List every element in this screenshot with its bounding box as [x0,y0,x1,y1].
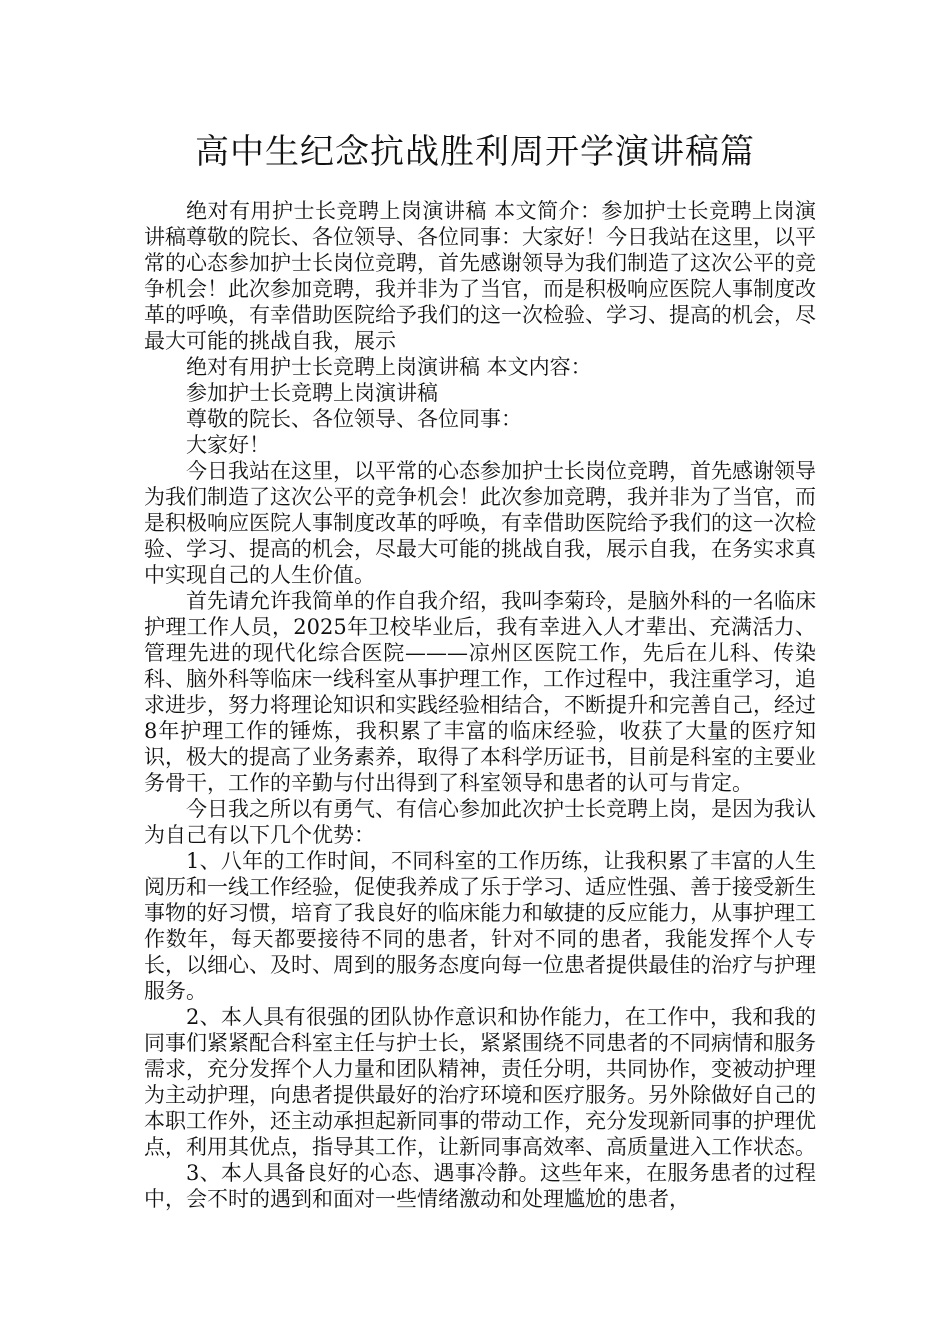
paragraph-advantages-intro: 今日我之所以有勇气、有信心参加此次护士长竞聘上岗，是因为我认为自己有以下几个优势： [144,797,816,847]
paragraph-advantage-3: 3、本人具备良好的心态、遇事冷静。这些年来，在服务患者的过程中，会不时的遇到和面对一些情绪激动和处理尴尬的患者， [144,1161,816,1211]
paragraph-salutation: 尊敬的院长、各位领导、各位同事： [186,407,522,431]
paragraph-greeting: 大家好！ [186,433,270,457]
paragraph-advantage-1: 1、八年的工作时间，不同科室的工作历练，让我积累了丰富的人生阅历和一线工作经验，促使我养成了乐于学习、适应性强、善于接受新生事物的好习惯，培育了我良好的临床能力和敏捷的反应能力，从事护理工作数年，每天都要接待不同的患者，针对不同的患者，我能发挥个人专长，以细心、及时、周到的服务态度向每一位患者提供最佳的治疗与护理服务。 [144,849,816,1003]
paragraph-self-introduction: 首先请允许我简单的作自我介绍，我叫李菊玲，是脑外科的一名临床护理工作人员，2025年卫校毕业后，我有幸进入人才辈出、充满活力、管理先进的现代化综合医院———凉州区医院工作，先后在儿科、传染科、脑外科等临床一线科室从事护理工作，工作过程中，我注重学习，追求进步，努力将理论知识和实践经验相结合，不断提升和完善自己，经过8年护理工作的锤炼，我积累了丰富的临床经验，收获了大量的医疗知识，极大的提高了业务素养，取得了本科学历证书，目前是科室的主要业务骨干，工作的辛勤与付出得到了科室领导和患者的认可与肯定。 [144,589,816,795]
paragraph-speech-title: 参加护士长竞聘上岗演讲稿 [186,381,438,405]
paragraph-advantage-2: 2、本人具有很强的团队协作意识和协作能力，在工作中，我和我的同事们紧紧配合科室主任与护士长，紧紧围绕不同患者的不同病情和服务需求，充分发挥个人力量和团队精神，责任分明，共同协作，变被动护理为主动护理，向患者提供最好的治疗环境和医疗服务。另外除做好自己的本职工作外，还主动承担起新同事的带动工作，充分发现新同事的护理优点，利用其优点，指导其工作，让新同事高效率、高质量进入工作状态。 [144,1005,816,1159]
paragraph-content-label: 绝对有用护士长竞聘上岗演讲稿 本文内容： [186,355,592,379]
document-title: 高中生纪念抗战胜利周开学演讲稿篇 [195,132,755,172]
paragraph-opening: 今日我站在这里，以平常的心态参加护士长岗位竞聘，首先感谢领导为我们制造了这次公平的竞争机会！此次参加竞聘，我并非为了当官，而是积极响应医院人事制度改革的呼唤，有幸借助医院给予我们的这一次检验、学习、提高的机会，尽最大可能的挑战自我，展示自我，在务实求真中实现自己的人生价值。 [144,459,816,587]
document-body [144,198,816,1212]
paragraph-intro-summary: 绝对有用护士长竞聘上岗演讲稿 本文简介：参加护士长竞聘上岗演讲稿尊敬的院长、各位领导、各位同事：大家好！今日我站在这里，以平常的心态参加护士长岗位竞聘，首先感谢领导为我们制造了这次公平的竞争机会！此次参加竞聘，我并非为了当官，而是积极响应医院人事制度改革的呼唤，有幸借助医院给予我们的这一次检验、学习、提高的机会，尽最大可能的挑战自我，展示 [144,199,816,353]
